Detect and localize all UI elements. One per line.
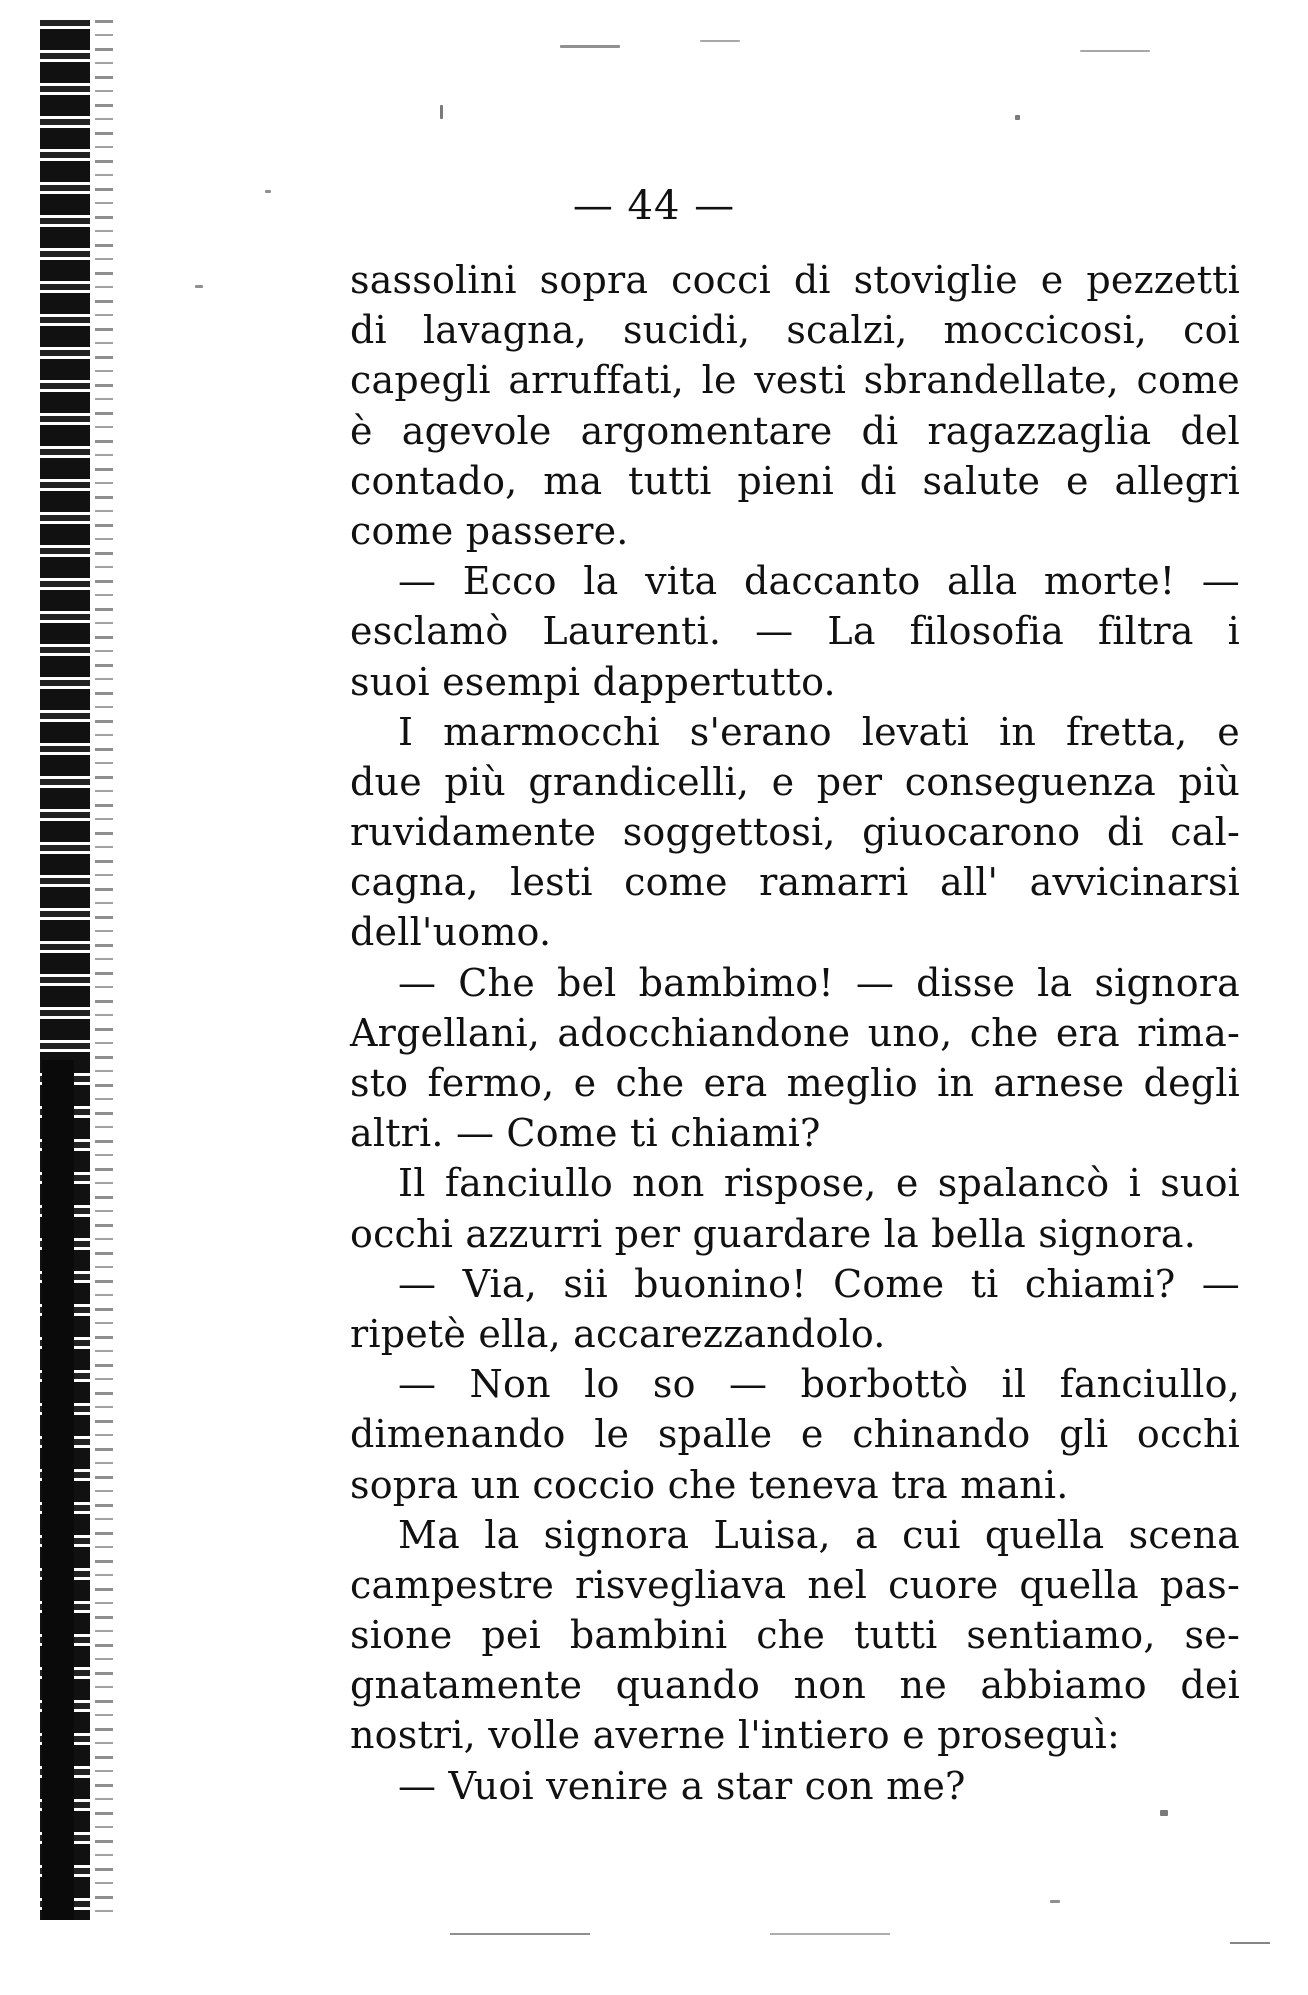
text-line: esclamò Laurenti. — La filosofia filtra i <box>350 609 1240 654</box>
text-line: nostri, volle averne l'intiero e proseguì: <box>350 1713 1120 1758</box>
scan-speck <box>1160 1810 1168 1816</box>
text-line: gnatamente quando non ne abbiamo dei <box>350 1663 1240 1708</box>
scan-speck <box>195 285 203 288</box>
text-line: sione pei bambini che tutti sentiamo, se- <box>350 1613 1240 1658</box>
text-line: — Via, sii buonino! Come ti chiami? — <box>398 1261 1240 1306</box>
text-line: due più grandicelli, e per conseguenza più <box>350 759 1240 804</box>
scan-speck <box>1050 1900 1060 1903</box>
text-line: ripetè ella, accarezzandolo. <box>350 1311 886 1356</box>
text-line: Ma la signora Luisa, a cui quella scena <box>398 1512 1240 1557</box>
text-line: altri. — Come ti chiami? <box>350 1111 821 1156</box>
text-line: Argellani, adocchiandone uno, che era rima- <box>350 1010 1240 1055</box>
scan-speck <box>700 40 740 42</box>
footer-rule <box>770 1933 890 1935</box>
text-line: dimenando le spalle e chinando gli occhi <box>350 1412 1240 1457</box>
text-line: — Ecco la vita daccanto alla morte! — <box>398 559 1240 604</box>
text-line: — Non lo so — borbottò il fanciullo, <box>398 1362 1240 1407</box>
text-line: di lavagna, sucidi, scalzi, moccicosi, coi <box>350 308 1240 353</box>
text-line: occhi azzurri per guardare la bella signora. <box>350 1211 1197 1256</box>
page-number: — 44 — <box>572 183 736 229</box>
text-line: campestre risvegliava nel cuore quella pas- <box>350 1562 1240 1607</box>
footer-rule <box>450 1933 590 1935</box>
text-line: sto fermo, e che era meglio in arnese degli <box>350 1061 1240 1105</box>
text-line: — Che bel bambimo! — disse la signora <box>398 960 1240 1005</box>
text-line: cagna, lesti come ramarri all' avvicinarsi <box>350 860 1240 905</box>
scan-speck <box>1080 50 1150 52</box>
body-text <box>350 255 1240 1811</box>
text-line: — Vuoi venire a star con me? <box>398 1763 966 1808</box>
text-line: è agevole argomentare di ragazzaglia del <box>350 408 1240 453</box>
text-line: contado, ma tutti pieni di salute e allegri <box>350 458 1240 503</box>
binding-shadow-dark <box>42 1060 74 1920</box>
footer-rule <box>1230 1942 1270 1944</box>
text-line: suoi esempi dappertutto. <box>350 659 836 704</box>
scan-speck <box>440 105 443 119</box>
text-line: dell'uomo. <box>350 910 552 955</box>
text-line: come passere. <box>350 508 629 553</box>
text-line: sassolini sopra cocci di stoviglie e pezzetti <box>350 258 1240 302</box>
text-line: Il fanciullo non rispose, e spalancò i suoi <box>398 1161 1240 1206</box>
text-line: sopra un coccio che teneva tra mani. <box>350 1462 1069 1507</box>
scan-speck <box>560 45 620 48</box>
text-line: I marmocchi s'erano levati in fretta, e <box>398 709 1240 754</box>
text-line: capegli arruffati, le vesti sbrandellate, come <box>350 358 1240 403</box>
scan-speck <box>1015 115 1020 120</box>
binding-shadow-inner <box>95 20 113 1920</box>
text-line: ruvidamente soggettosi, giuocarono di cal- <box>350 810 1240 855</box>
